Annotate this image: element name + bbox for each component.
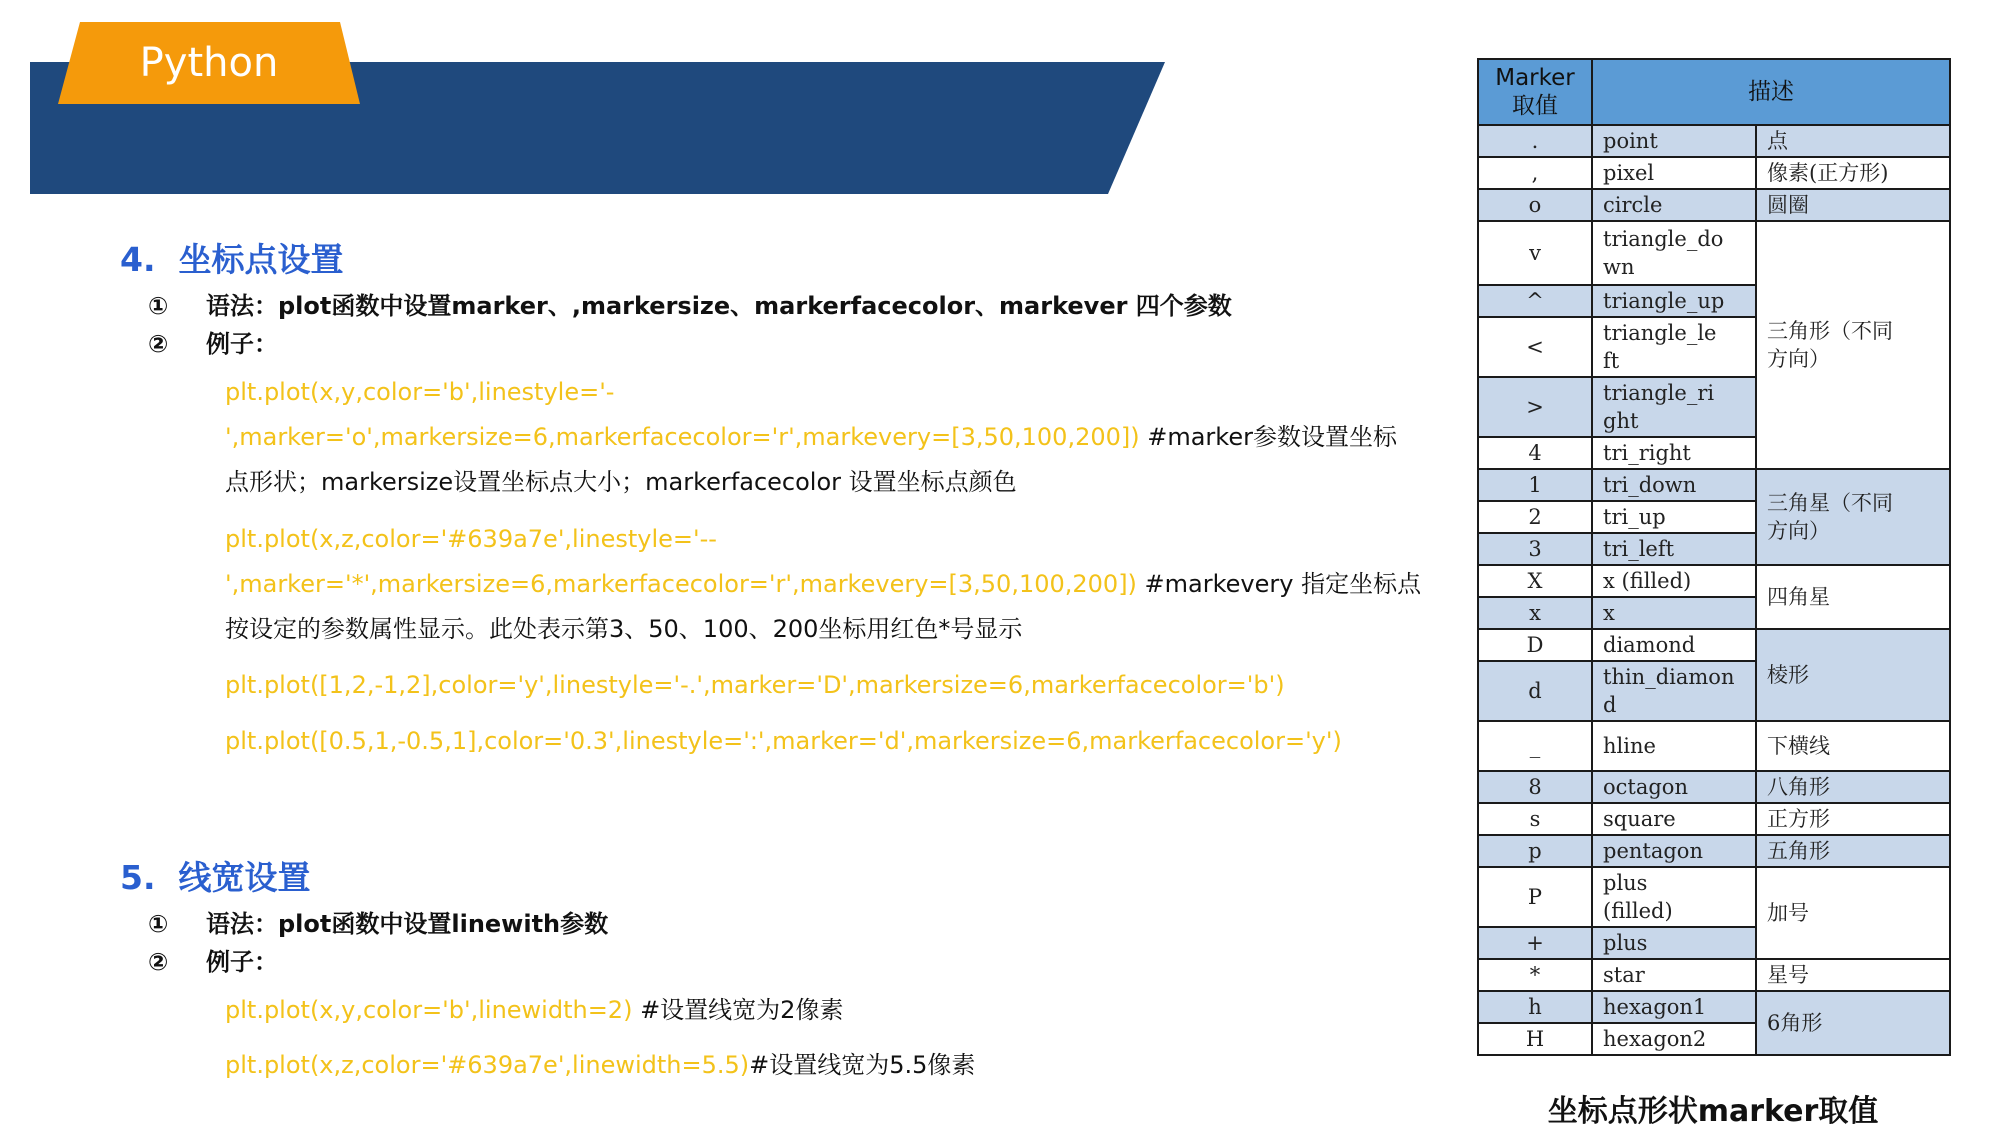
marker-name: tri_left xyxy=(1592,533,1756,565)
section-4-heading: 坐标点设置 xyxy=(178,240,344,279)
marker-description: 五角形 xyxy=(1756,835,1950,867)
code-line xyxy=(225,614,1022,644)
marker-name: triangle_up xyxy=(1592,285,1756,317)
marker-value: , xyxy=(1478,157,1592,189)
table-row xyxy=(1478,867,1950,927)
table-header-marker: Marker 取值 xyxy=(1478,59,1592,125)
marker-description: 6角形 xyxy=(1756,991,1950,1055)
marker-value: s xyxy=(1478,803,1592,835)
section-5-title xyxy=(120,852,310,899)
table-row xyxy=(1478,125,1950,157)
marker-value: _ xyxy=(1478,721,1592,771)
code-line xyxy=(225,422,1397,452)
code-text: plt.plot([0.5,1,-0.5,1],color='0.3',linestyle=':',marker='d',markersize=6,markerfacecolor='y') xyxy=(225,727,1342,755)
marker-value: . xyxy=(1478,125,1592,157)
python-tab-label: Python xyxy=(139,40,279,86)
table-row xyxy=(1478,803,1950,835)
section-4-item-example xyxy=(148,324,278,359)
marker-value: o xyxy=(1478,189,1592,221)
marker-name: thin_diamon d xyxy=(1592,661,1756,721)
code-text: plt.plot(x,z,color='#639a7e',linewidth=5.5) xyxy=(225,1051,750,1079)
marker-name: diamond xyxy=(1592,629,1756,661)
table-row xyxy=(1478,991,1950,1023)
marker-value: > xyxy=(1478,377,1592,437)
table-row xyxy=(1478,721,1950,771)
marker-description: 下横线 xyxy=(1756,721,1950,771)
marker-description: 三角形（不同 方向） xyxy=(1756,221,1950,469)
code-comment: #设置线宽为5.5像素 xyxy=(749,1051,976,1079)
code-text: plt.plot(x,y,color='b',linestyle='- xyxy=(225,378,615,406)
section-5-item-syntax xyxy=(148,904,608,939)
code-line xyxy=(225,726,1342,756)
marker-value: + xyxy=(1478,927,1592,959)
marker-name: triangle_le ft xyxy=(1592,317,1756,377)
marker-value: X xyxy=(1478,565,1592,597)
marker-name: tri_up xyxy=(1592,501,1756,533)
marker-name: octagon xyxy=(1592,771,1756,803)
table-caption: 坐标点形状marker取值 xyxy=(1547,1094,1879,1129)
code-line xyxy=(225,569,1421,599)
marker-name: pixel xyxy=(1592,157,1756,189)
marker-description: 圆圈 xyxy=(1756,189,1950,221)
item-number: ② xyxy=(148,330,169,358)
table-header-description: 描述 xyxy=(1592,59,1950,125)
marker-description: 棱形 xyxy=(1756,629,1950,721)
marker-name: circle xyxy=(1592,189,1756,221)
marker-description: 四角星 xyxy=(1756,565,1950,629)
code-text: ',marker='o',markersize=6,markerfacecolor='r',markevery=[3,50,100,200]) xyxy=(225,423,1140,451)
table-row xyxy=(1478,565,1950,597)
item-number: ① xyxy=(148,910,169,938)
section-5-item-example xyxy=(148,942,278,977)
code-line xyxy=(225,524,717,554)
table-row xyxy=(1478,469,1950,501)
marker-name: hexagon1 xyxy=(1592,991,1756,1023)
marker-description: 加号 xyxy=(1756,867,1950,959)
table-row xyxy=(1478,221,1950,285)
marker-name: pentagon xyxy=(1592,835,1756,867)
marker-value: x xyxy=(1478,597,1592,629)
item-text: 语法：plot函数中设置marker、,markersize、markerfacecolor、markever 四个参数 xyxy=(206,292,1232,320)
marker-value: 8 xyxy=(1478,771,1592,803)
marker-name: square xyxy=(1592,803,1756,835)
table-row xyxy=(1478,959,1950,991)
marker-description: 八角形 xyxy=(1756,771,1950,803)
marker-value: P xyxy=(1478,867,1592,927)
marker-value: ^ xyxy=(1478,285,1592,317)
marker-name: star xyxy=(1592,959,1756,991)
table-row xyxy=(1478,157,1950,189)
marker-name: tri_down xyxy=(1592,469,1756,501)
item-text: 例子： xyxy=(206,948,278,976)
marker-name: triangle_ri ght xyxy=(1592,377,1756,437)
code-line xyxy=(225,670,1285,700)
marker-value: * xyxy=(1478,959,1592,991)
marker-value: 4 xyxy=(1478,437,1592,469)
marker-value: < xyxy=(1478,317,1592,377)
section-5-heading: 线宽设置 xyxy=(178,858,311,897)
marker-value: p xyxy=(1478,835,1592,867)
code-line xyxy=(225,377,614,407)
section-4-title xyxy=(120,234,343,281)
section-4-number: 4. xyxy=(120,240,156,279)
code-line xyxy=(225,467,1017,497)
marker-description: 星号 xyxy=(1756,959,1950,991)
code-comment: #markevery 指定坐标点 xyxy=(1136,570,1422,598)
code-text: ',marker='*',markersize=6,markerfacecolor='r',markevery=[3,50,100,200]) xyxy=(225,570,1137,598)
marker-description: 像素(正方形) xyxy=(1756,157,1950,189)
code-text: plt.plot(x,y,color='b',linewidth=2) xyxy=(225,996,633,1024)
marker-name: triangle_do wn xyxy=(1592,221,1756,285)
table-row xyxy=(1478,189,1950,221)
marker-value: 2 xyxy=(1478,501,1592,533)
code-comment: 点形状；markersize设置坐标点大小；markerfacecolor 设置坐标点颜色 xyxy=(225,468,1017,496)
section-4-item-syntax xyxy=(148,286,1232,321)
marker-name: point xyxy=(1592,125,1756,157)
marker-description: 正方形 xyxy=(1756,803,1950,835)
table-row xyxy=(1478,771,1950,803)
marker-value: h xyxy=(1478,991,1592,1023)
marker-description: 三角星（不同 方向） xyxy=(1756,469,1950,565)
marker-name: x xyxy=(1592,597,1756,629)
marker-table xyxy=(1477,58,1951,1056)
marker-value: 3 xyxy=(1478,533,1592,565)
marker-name: x (filled) xyxy=(1592,565,1756,597)
marker-name: plus xyxy=(1592,927,1756,959)
code-text: plt.plot([1,2,-1,2],color='y',linestyle='-.',marker='D',markersize=6,markerfacecolor='b') xyxy=(225,671,1285,699)
code-comment: #设置线宽为2像素 xyxy=(632,996,844,1024)
code-comment: 按设定的参数属性显示。此处表示第3、50、100、200坐标用红色*号显示 xyxy=(225,615,1023,643)
marker-value: 1 xyxy=(1478,469,1592,501)
table-row xyxy=(1478,629,1950,661)
section-5-number: 5. xyxy=(120,858,156,897)
marker-value: D xyxy=(1478,629,1592,661)
marker-name: hexagon2 xyxy=(1592,1023,1756,1055)
code-text: plt.plot(x,z,color='#639a7e',linestyle='-- xyxy=(225,525,717,553)
marker-value: v xyxy=(1478,221,1592,285)
table-row xyxy=(1478,835,1950,867)
code-comment: #marker参数设置坐标 xyxy=(1139,423,1397,451)
marker-name: plus (filled) xyxy=(1592,867,1756,927)
marker-value: d xyxy=(1478,661,1592,721)
item-number: ① xyxy=(148,292,169,320)
marker-description: 点 xyxy=(1756,125,1950,157)
marker-name: tri_right xyxy=(1592,437,1756,469)
code-line xyxy=(225,1050,975,1080)
item-number: ② xyxy=(148,948,169,976)
item-text: 例子： xyxy=(206,330,278,358)
marker-name: hline xyxy=(1592,721,1756,771)
code-line xyxy=(225,995,843,1025)
item-text: 语法：plot函数中设置linewith参数 xyxy=(206,910,609,938)
marker-value: H xyxy=(1478,1023,1592,1055)
